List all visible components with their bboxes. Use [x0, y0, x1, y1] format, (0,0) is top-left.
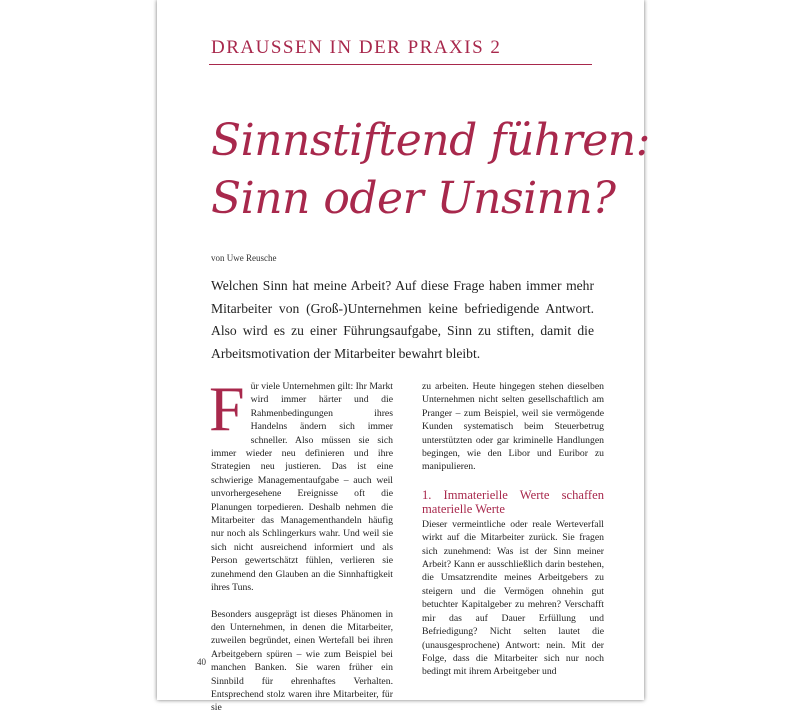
section-divider — [209, 64, 592, 65]
headline-line-2: Sinn oder Unsinn? — [211, 173, 616, 224]
section-subheading: 1. Immaterielle Werte schaffen materielle Werte — [422, 487, 604, 516]
page-number: 40 — [197, 657, 206, 667]
right-paragraph-2: Dieser vermeintliche oder reale Werteverfall wirkt auf die Mitarbeiter zurück. Sie fragen sich zunehmend: Was ist der Sinn meiner Arbeit? Kann er ausschließlich darin bestehen, die Umsatzrendite meines Arbeitgebers zu steigern und die Vermögen ohnehin gut betuchter Kapitalgeber zu mehren? Verschafft mir das auf Dauer Erfüllung und Befriedigung? Nicht selten lautet die (unausgesprochene) Antwort: nein. Mit der Folge, dass die Mitarbeiter sich nur noch bedingt mit ihrem Arbeitgeber und — [422, 518, 604, 678]
drop-cap: F — [209, 373, 245, 444]
section-label: DRAUSSEN IN DER PRAXIS 2 — [211, 37, 502, 58]
left-column — [209, 373, 393, 715]
left-paragraph-1 — [209, 373, 393, 595]
headline-line-1: Sinnstiftend führen: — [211, 115, 650, 166]
magazine-page — [157, 0, 650, 714]
left-paragraph-2: Besonders ausgeprägt ist dieses Phänomen in den Unternehmen, in denen die Mitarbeiter, zuweilen begründet, einen Wertefall bei ihren Arbeitgebern spüren – wie zum Beispiel bei manchen Banken. Sie waren früher ein Sinnbild für ehrenhaftes Verhalten. Entsprechend stolz waren ihre Mitarbeiter, für sie — [211, 608, 393, 714]
right-paragraph-1: zu arbeiten. Heute hingegen stehen dieselben Unternehmen nicht selten gesellschaftlich am Pranger – zum Beispiel, weil sie vermögende Kunden systematisch beim Steuerbetrug unterstützten oder gar kriminelle Handlungen begingen, wie den Libor und Euribor zu manipulieren. — [422, 381, 604, 473]
intro-paragraph: Welchen Sinn hat meine Arbeit? Auf diese Frage haben immer mehr Mitarbeiter von (Groß-)Unternehmen keine befriedigende Antwort. Also wird es zu einer Führungsaufgabe, Sinn zu stiften, damit die Arbeitsmotivation der Mitarbeiter bewahrt bleibt. — [211, 278, 594, 361]
right-column — [422, 380, 604, 679]
left-paragraph-1-text: ür viele Unternehmen gilt: Ihr Markt wird immer härter und die Rahmenbedingungen ihres Handelns ändern sich immer schneller. Also müssen sie sich immer wieder neu definieren und ihre Strategien neu justieren. Das ist eine schwierige Managementaufgabe – auch weil unvorhergesehene Ereignisse oft die Planungen torpedieren. Deshalb nehmen die Mitarbeiter das Managementhandeln häufig nur noch als Schlingerkurs wahr. Und weil sie sich nicht ausreichend informiert und als Person gewertschätzt fühlen, verlieren sie zunehmend den Glauben an die Sinnhaftigkeit ihres Tuns. — [211, 381, 393, 594]
article-headline — [211, 112, 650, 228]
byline: von Uwe Reusche — [211, 253, 277, 263]
